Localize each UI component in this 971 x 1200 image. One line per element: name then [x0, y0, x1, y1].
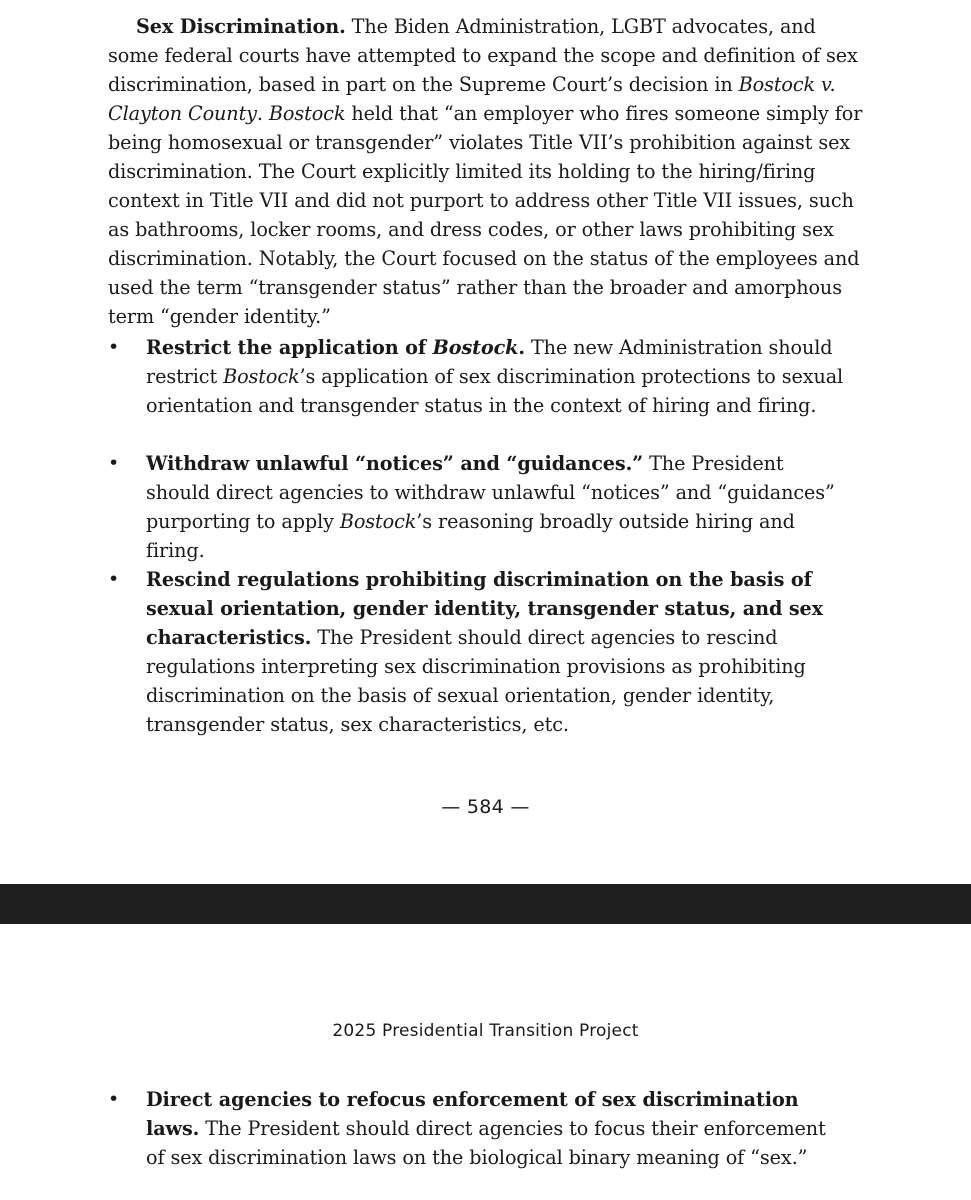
- recommendation-withdraw-notices: [108, 449, 848, 565]
- running-header: 2025 Presidential Transition Project: [332, 1021, 639, 1041]
- case-citation-short: Bostock: [339, 510, 417, 533]
- recommendation-heading: Withdraw unlawful “notices” and “guidances.”: [146, 452, 644, 475]
- recommendation-restrict-bostock: [108, 333, 848, 420]
- case-citation-short: Bostock: [268, 102, 346, 125]
- heading-text: .: [518, 336, 525, 359]
- recommendation-list: [108, 565, 848, 739]
- case-citation: Bostock v. Clayton County: [108, 73, 836, 125]
- recommendation-heading: [146, 336, 525, 359]
- page-divider: [0, 884, 971, 924]
- paragraph-text: .: [256, 102, 269, 125]
- paragraph-text: held that “an employer who fires someone simply for being homosexual or transgender” violates Title VII’s prohibition against sex discrimination. The Court explicitly limited its holding to the hiring/firing context in Title VII and did not purport to address other Title VII issues, such as bathrooms, locker rooms, and dress codes, or other laws prohibiting sex discrimination. Notably, the Court focused on the status of the employees and used the term “transgender status” rather than the broader and amorphous term “gender identity.”: [108, 102, 863, 328]
- recommendation-list: [108, 1085, 848, 1172]
- recommendation-text: The President should direct agencies to rescind regulations interpreting sex discrimination provisions as prohibiting discrimination on the basis of sexual orientation, gender identity, transgender status, sex characteristics, etc.: [146, 626, 806, 736]
- case-citation-short: Bostock: [223, 365, 300, 388]
- recommendation-list: [108, 449, 848, 565]
- bullet-glyph: •: [108, 568, 120, 590]
- page-number: — 584 —: [441, 796, 530, 818]
- recommendation-list: [108, 333, 848, 420]
- recommendation-text: ’s reasoning broadly outside hiring and firing.: [146, 510, 795, 562]
- recommendation-text: The President should direct agencies to withdraw unlawful “notices” and “guidances” purporting to apply: [146, 452, 835, 533]
- recommendation-text: The new Administration should restrict: [146, 336, 833, 388]
- recommendation-heading: Rescind regulations prohibiting discrimination on the basis of sexual orientation, gender identity, transgender status, and sex characteristics.: [146, 568, 823, 649]
- bullet-glyph: •: [108, 336, 120, 358]
- case-citation-short: Bostock: [432, 336, 519, 359]
- recommendation-text: The President should direct agencies to focus their enforcement of sex discrimination laws on the biological binary meaning of “sex.”: [146, 1117, 826, 1169]
- recommendation-refocus-enforcement: [108, 1085, 848, 1172]
- bullet-glyph: •: [108, 452, 120, 474]
- paragraph-heading: Sex Discrimination.: [136, 15, 346, 38]
- recommendation-text: ’s application of sex discrimination protections to sexual orientation and transgender status in the context of hiring and firing.: [146, 365, 844, 417]
- recommendation-heading: Direct agencies to refocus enforcement of sex discrimination laws.: [146, 1088, 799, 1140]
- heading-text: Restrict the application of: [146, 336, 433, 359]
- body-paragraph-sex-discrimination: [108, 12, 868, 331]
- paragraph-text: The Biden Administration, LGBT advocates, and some federal courts have attempted to expand the scope and definition of sex discrimination, based in part on the Supreme Court’s decision in: [108, 15, 858, 96]
- recommendation-rescind-regulations: [108, 565, 848, 739]
- bullet-glyph: •: [108, 1088, 120, 1110]
